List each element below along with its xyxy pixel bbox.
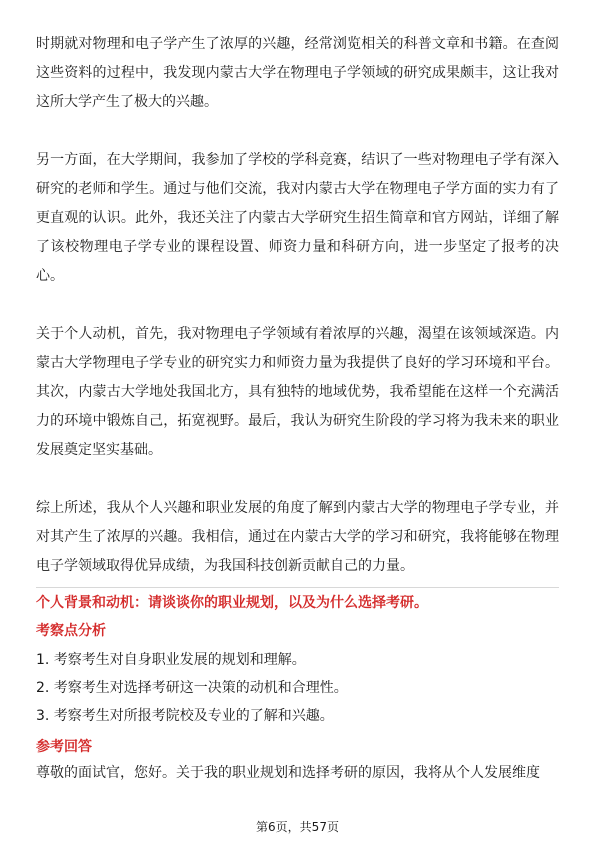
- body-paragraph: 综上所述，我从个人兴趣和职业发展的角度了解到内蒙古大学的物理电子学专业，并对其产生了浓厚的兴趣。我相信，通过在内蒙古大学的学习和研究，我将能够在物理电子学领域取得优异成绩，为我国科技创新贡献自己的力量。: [36, 500, 559, 574]
- paragraph-gap: [36, 291, 559, 320]
- answer-text: 尊敬的面试官，您好。关于我的职业规划和选择考研的原因，我将从个人发展维度: [36, 765, 540, 781]
- body-paragraph: 时期就对物理和电子学产生了浓厚的兴趣，经常浏览相关的科普文章和书籍。在查阅这些资料的过程中，我发现内蒙古大学在物理电子学领域的研究成果颇丰，这让我对这所大学产生了极大的兴趣。: [36, 36, 559, 110]
- answer-heading: 参考回答: [36, 739, 92, 755]
- paragraph-gap: [36, 117, 559, 146]
- body-paragraph: 另一方面，在大学期间，我参加了学校的学科竞赛，结识了一些对物理电子学有深入研究的老师和学生。通过与他们交流，我对内蒙古大学在物理电子学方面的实力有了更直观的认识。此外，我还关注了内蒙古大学研究生招生简章和官方网站，详细了解了该校物理电子学专业的课程设置、师资力量和科研方向，进一步坚定了报考的决心。: [36, 152, 559, 284]
- analysis-item: 2. 考察考生对选择考研这一决策的动机和合理性。: [36, 680, 348, 696]
- section-divider: [36, 587, 559, 588]
- body-paragraph: 关于个人动机，首先，我对物理电子学领域有着浓厚的兴趣，渴望在该领域深造。内蒙古大学物理电子学专业的研究实力和师资力量为我提供了良好的学习环境和平台。其次，内蒙古大学地处我国北方，具有独特的地域优势，我希望能在这样一个充满活力的环境中锻炼自己，拓宽视野。最后，我认为研究生阶段的学习将为我未来的职业发展奠定坚实基础。: [36, 326, 559, 458]
- analysis-item: 3. 考察考生对所报考院校及专业的了解和兴趣。: [36, 708, 334, 724]
- analysis-item: 1. 考察考生对自身职业发展的规划和理解。: [36, 652, 306, 668]
- paragraph-gap: [36, 465, 559, 494]
- analysis-heading: 考察点分析: [36, 623, 106, 639]
- page-content: [36, 30, 559, 784]
- page-number: 第6页，共57页: [256, 820, 339, 834]
- question-heading: 个人背景和动机：请谈谈你的职业规划，以及为什么选择考研。: [36, 595, 428, 611]
